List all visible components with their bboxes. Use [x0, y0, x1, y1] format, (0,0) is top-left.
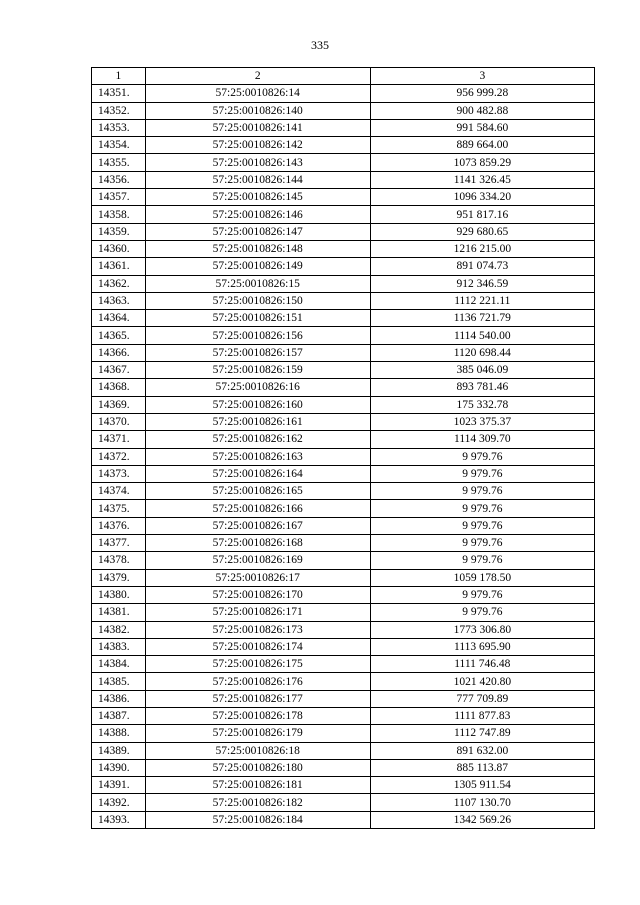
row-number-cell: 14372. — [92, 448, 146, 465]
table-row — [92, 292, 595, 309]
value-cell: 951 817.16 — [370, 206, 594, 223]
cadastral-number-cell: 57:25:0010826:176 — [145, 673, 370, 690]
value-cell: 9 979.76 — [370, 465, 594, 482]
cadastral-number-cell: 57:25:0010826:174 — [145, 638, 370, 655]
table-row — [92, 500, 595, 517]
value-cell: 991 584.60 — [370, 119, 594, 136]
value-cell: 1059 178.50 — [370, 569, 594, 586]
row-number-cell: 14383. — [92, 638, 146, 655]
row-number-cell: 14352. — [92, 102, 146, 119]
row-number-cell: 14355. — [92, 154, 146, 171]
cadastral-value-table — [91, 67, 595, 829]
row-number-cell: 14366. — [92, 344, 146, 361]
row-number-cell: 14375. — [92, 500, 146, 517]
table-row — [92, 258, 595, 275]
table-row — [92, 517, 595, 534]
cadastral-number-cell: 57:25:0010826:156 — [145, 327, 370, 344]
cadastral-number-cell: 57:25:0010826:162 — [145, 431, 370, 448]
table-row — [92, 119, 595, 136]
value-cell: 9 979.76 — [370, 517, 594, 534]
value-cell: 1021 420.80 — [370, 673, 594, 690]
cadastral-number-cell: 57:25:0010826:161 — [145, 413, 370, 430]
value-cell: 891 074.73 — [370, 258, 594, 275]
table-row — [92, 638, 595, 655]
value-cell: 1112 747.89 — [370, 725, 594, 742]
table-row — [92, 811, 595, 828]
table-row — [92, 777, 595, 794]
table-row — [92, 413, 595, 430]
table-row — [92, 569, 595, 586]
value-cell: 1111 877.83 — [370, 707, 594, 724]
row-number-cell: 14371. — [92, 431, 146, 448]
row-number-cell: 14358. — [92, 206, 146, 223]
row-number-cell: 14381. — [92, 604, 146, 621]
value-cell: 1136 721.79 — [370, 310, 594, 327]
row-number-cell: 14385. — [92, 673, 146, 690]
value-cell: 885 113.87 — [370, 759, 594, 776]
row-number-cell: 14356. — [92, 171, 146, 188]
cadastral-number-cell: 57:25:0010826:180 — [145, 759, 370, 776]
cadastral-number-cell: 57:25:0010826:171 — [145, 604, 370, 621]
cadastral-number-cell: 57:25:0010826:140 — [145, 102, 370, 119]
table-row — [92, 742, 595, 759]
table-row — [92, 396, 595, 413]
table-row — [92, 379, 595, 396]
table-row — [92, 448, 595, 465]
value-cell: 929 680.65 — [370, 223, 594, 240]
cadastral-number-cell: 57:25:0010826:165 — [145, 483, 370, 500]
cadastral-number-cell: 57:25:0010826:147 — [145, 223, 370, 240]
table-header-row — [92, 68, 595, 85]
table-row — [92, 344, 595, 361]
table-row — [92, 552, 595, 569]
cadastral-number-cell: 57:25:0010826:181 — [145, 777, 370, 794]
row-number-cell: 14367. — [92, 362, 146, 379]
value-cell: 912 346.59 — [370, 275, 594, 292]
value-cell: 385 046.09 — [370, 362, 594, 379]
row-number-cell: 14388. — [92, 725, 146, 742]
value-cell: 1107 130.70 — [370, 794, 594, 811]
table-row — [92, 483, 595, 500]
cadastral-number-cell: 57:25:0010826:141 — [145, 119, 370, 136]
row-number-cell: 14357. — [92, 189, 146, 206]
value-cell: 1112 221.11 — [370, 292, 594, 309]
cadastral-number-cell: 57:25:0010826:15 — [145, 275, 370, 292]
row-number-cell: 14379. — [92, 569, 146, 586]
table-row — [92, 707, 595, 724]
value-cell: 9 979.76 — [370, 483, 594, 500]
table-row — [92, 171, 595, 188]
row-number-cell: 14389. — [92, 742, 146, 759]
value-cell: 956 999.28 — [370, 85, 594, 102]
value-cell: 1073 859.29 — [370, 154, 594, 171]
row-number-cell: 14393. — [92, 811, 146, 828]
table-row — [92, 759, 595, 776]
cadastral-number-cell: 57:25:0010826:163 — [145, 448, 370, 465]
value-cell: 889 664.00 — [370, 137, 594, 154]
row-number-cell: 14387. — [92, 707, 146, 724]
row-number-cell: 14368. — [92, 379, 146, 396]
value-cell: 9 979.76 — [370, 604, 594, 621]
cadastral-number-cell: 57:25:0010826:166 — [145, 500, 370, 517]
table-row — [92, 327, 595, 344]
cadastral-number-cell: 57:25:0010826:160 — [145, 396, 370, 413]
value-cell: 1773 306.80 — [370, 621, 594, 638]
row-number-cell: 14354. — [92, 137, 146, 154]
value-cell: 9 979.76 — [370, 552, 594, 569]
value-cell: 1114 540.00 — [370, 327, 594, 344]
cadastral-number-cell: 57:25:0010826:164 — [145, 465, 370, 482]
value-cell: 1120 698.44 — [370, 344, 594, 361]
cadastral-number-cell: 57:25:0010826:151 — [145, 310, 370, 327]
cadastral-number-cell: 57:25:0010826:175 — [145, 656, 370, 673]
row-number-cell: 14391. — [92, 777, 146, 794]
cadastral-number-cell: 57:25:0010826:167 — [145, 517, 370, 534]
row-number-cell: 14377. — [92, 535, 146, 552]
cadastral-number-cell: 57:25:0010826:178 — [145, 707, 370, 724]
cadastral-number-cell: 57:25:0010826:144 — [145, 171, 370, 188]
value-cell: 1114 309.70 — [370, 431, 594, 448]
row-number-cell: 14390. — [92, 759, 146, 776]
value-cell: 1023 375.37 — [370, 413, 594, 430]
table-row — [92, 586, 595, 603]
column-header-3: 3 — [370, 68, 594, 85]
table-row — [92, 690, 595, 707]
cadastral-number-cell: 57:25:0010826:149 — [145, 258, 370, 275]
value-cell: 1305 911.54 — [370, 777, 594, 794]
value-cell: 9 979.76 — [370, 535, 594, 552]
table-row — [92, 137, 595, 154]
value-cell: 1216 215.00 — [370, 240, 594, 257]
table-row — [92, 310, 595, 327]
value-cell: 1111 746.48 — [370, 656, 594, 673]
table-row — [92, 362, 595, 379]
cadastral-number-cell: 57:25:0010826:182 — [145, 794, 370, 811]
value-cell: 891 632.00 — [370, 742, 594, 759]
row-number-cell: 14376. — [92, 517, 146, 534]
page-number: 335 — [311, 38, 329, 52]
table-row — [92, 206, 595, 223]
row-number-cell: 14380. — [92, 586, 146, 603]
cadastral-number-cell: 57:25:0010826:173 — [145, 621, 370, 638]
cadastral-number-cell: 57:25:0010826:159 — [145, 362, 370, 379]
table-row — [92, 223, 595, 240]
row-number-cell: 14359. — [92, 223, 146, 240]
cadastral-number-cell: 57:25:0010826:179 — [145, 725, 370, 742]
value-cell: 9 979.76 — [370, 586, 594, 603]
column-header-1: 1 — [92, 68, 146, 85]
cadastral-number-cell: 57:25:0010826:184 — [145, 811, 370, 828]
value-cell: 175 332.78 — [370, 396, 594, 413]
cadastral-number-cell: 57:25:0010826:177 — [145, 690, 370, 707]
cadastral-number-cell: 57:25:0010826:142 — [145, 137, 370, 154]
table-row — [92, 794, 595, 811]
cadastral-number-cell: 57:25:0010826:17 — [145, 569, 370, 586]
row-number-cell: 14364. — [92, 310, 146, 327]
table-row — [92, 725, 595, 742]
cadastral-number-cell: 57:25:0010826:18 — [145, 742, 370, 759]
cadastral-number-cell: 57:25:0010826:169 — [145, 552, 370, 569]
value-cell: 900 482.88 — [370, 102, 594, 119]
row-number-cell: 14386. — [92, 690, 146, 707]
cadastral-number-cell: 57:25:0010826:145 — [145, 189, 370, 206]
cadastral-number-cell: 57:25:0010826:150 — [145, 292, 370, 309]
value-cell: 893 781.46 — [370, 379, 594, 396]
table-row — [92, 673, 595, 690]
table-row — [92, 535, 595, 552]
table-row — [92, 85, 595, 102]
value-cell: 9 979.76 — [370, 448, 594, 465]
row-number-cell: 14392. — [92, 794, 146, 811]
cadastral-number-cell: 57:25:0010826:146 — [145, 206, 370, 223]
cadastral-number-cell: 57:25:0010826:148 — [145, 240, 370, 257]
row-number-cell: 14373. — [92, 465, 146, 482]
table-row — [92, 604, 595, 621]
row-number-cell: 14374. — [92, 483, 146, 500]
row-number-cell: 14384. — [92, 656, 146, 673]
row-number-cell: 14365. — [92, 327, 146, 344]
value-cell: 1096 334.20 — [370, 189, 594, 206]
value-cell: 777 709.89 — [370, 690, 594, 707]
row-number-cell: 14361. — [92, 258, 146, 275]
value-cell: 1113 695.90 — [370, 638, 594, 655]
table-row — [92, 240, 595, 257]
row-number-cell: 14360. — [92, 240, 146, 257]
row-number-cell: 14351. — [92, 85, 146, 102]
table-body — [92, 68, 595, 829]
row-number-cell: 14362. — [92, 275, 146, 292]
cadastral-number-cell: 57:25:0010826:170 — [145, 586, 370, 603]
table-row — [92, 656, 595, 673]
row-number-cell: 14353. — [92, 119, 146, 136]
value-cell: 9 979.76 — [370, 500, 594, 517]
row-number-cell: 14363. — [92, 292, 146, 309]
column-header-2: 2 — [145, 68, 370, 85]
table-row — [92, 275, 595, 292]
cadastral-number-cell: 57:25:0010826:14 — [145, 85, 370, 102]
cadastral-number-cell: 57:25:0010826:143 — [145, 154, 370, 171]
value-cell: 1141 326.45 — [370, 171, 594, 188]
table-row — [92, 102, 595, 119]
row-number-cell: 14369. — [92, 396, 146, 413]
table-row — [92, 465, 595, 482]
cadastral-number-cell: 57:25:0010826:157 — [145, 344, 370, 361]
row-number-cell: 14370. — [92, 413, 146, 430]
value-cell: 1342 569.26 — [370, 811, 594, 828]
table-row — [92, 431, 595, 448]
table-row — [92, 189, 595, 206]
row-number-cell: 14382. — [92, 621, 146, 638]
row-number-cell: 14378. — [92, 552, 146, 569]
table-row — [92, 621, 595, 638]
cadastral-number-cell: 57:25:0010826:168 — [145, 535, 370, 552]
cadastral-number-cell: 57:25:0010826:16 — [145, 379, 370, 396]
table-row — [92, 154, 595, 171]
